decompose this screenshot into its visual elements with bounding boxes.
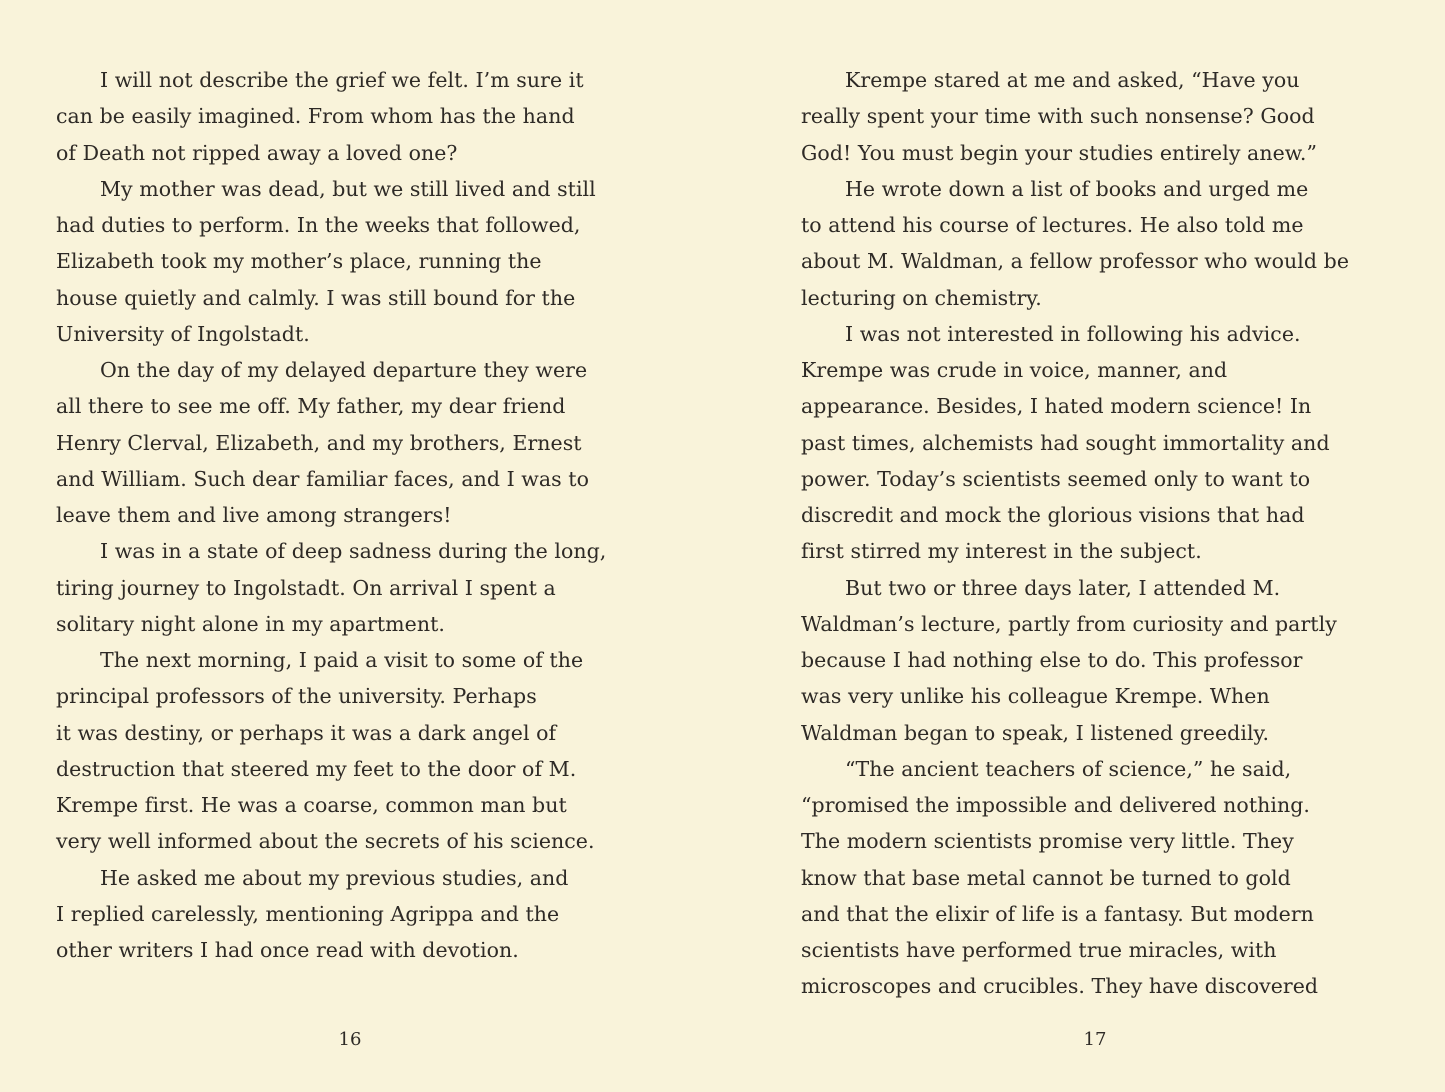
text-line: really spent your time with such nonsense? Good [801,104,1315,129]
left-page [0,62,722,1092]
text-line: principal professors of the university. Perhaps [56,684,537,709]
text-line: The modern scientists promise very little. They [801,829,1294,854]
text-line: Krempe first. He was a coarse, common man but [56,793,567,817]
text-line: Elizabeth took my mother’s place, running the [56,249,542,274]
text-line: house quietly and calmly. I was still bound for the [56,285,576,310]
page-number: 16 [338,1029,362,1050]
text-line: lecturing on chemistry. [801,285,1042,310]
text-line: leave them and live among strangers! [56,503,452,527]
text-line: had duties to perform. In the weeks that followed, [56,213,581,237]
text-line: Waldman’s lecture, partly from curiosity and partly [801,611,1337,636]
text-line: it was destiny, or perhaps it was a dark angel of [56,720,557,745]
text-line: He asked me about my previous studies, and [100,865,569,890]
text-line: God! You must begin your studies entirely anew.” [801,140,1318,165]
text-line: I was not interested in following his advice. [845,321,1301,346]
left-page-text [56,62,656,968]
text-line: “The ancient teachers of science,” he said, [845,756,1292,781]
text-line: power. Today’s scientists seemed only to want to [801,466,1311,491]
text-line: University of Ingolstadt. [56,321,310,346]
text-line: discredit and mock the glorious visions that had [801,503,1305,527]
right-page-text [801,62,1401,1005]
text-line: On the day of my delayed departure they were [100,358,588,382]
text-line: first stirred my interest in the subject. [801,539,1202,564]
text-line: to attend his course of lectures. He also told me [801,213,1304,237]
text-line: microscopes and crucibles. They have discovered [801,974,1319,999]
text-line: because I had nothing else to do. This professor [801,648,1303,672]
text-line: scientists have performed true miracles, with [801,938,1277,962]
text-line: solitary night alone in my apartment. [56,611,445,636]
text-line: Waldman began to speak, I listened greedily. [801,720,1270,745]
text-line: Henry Clerval, Elizabeth, and my brothers, Ernest [56,430,582,455]
text-line: Krempe stared at me and asked, “Have you [845,68,1300,92]
text-line: But two or three days later, I attended M. [845,575,1281,600]
text-line: can be easily imagined. From whom has the hand [56,104,575,129]
text-line: destruction that steered my feet to the door of M. [56,756,577,781]
text-line: very well informed about the secrets of his science. [56,829,595,854]
text-line: past times, alchemists had sought immortality and [801,430,1330,455]
text-line: He wrote down a list of books and urged me [845,176,1309,201]
text-line: tiring journey to Ingolstadt. On arrival I spent a [56,575,556,600]
text-line: My mother was dead, but we still lived and still [100,176,596,201]
text-line: and William. Such dear familiar faces, and I was to [56,466,589,491]
text-line: appearance. Besides, I hated modern science! In [801,394,1312,419]
text-line: and that the elixir of life is a fantasy. But modern [801,901,1314,926]
text-line: about M. Waldman, a fellow professor who would be [801,249,1350,274]
right-page [722,62,1445,1092]
text-line: The next morning, I paid a visit to some of the [100,648,584,672]
text-line: know that base metal cannot be turned to gold [801,865,1291,890]
text-line: “promised the impossible and delivered nothing. [801,793,1310,817]
text-line: was very unlike his colleague Krempe. When [801,684,1270,709]
text-line: Krempe was crude in voice, manner, and [801,358,1228,382]
text-line: I will not describe the grief we felt. I’m sure it [100,68,584,92]
text-line: I was in a state of deep sadness during the long, [100,539,607,564]
text-line: all there to see me off. My father, my dear friend [56,394,566,419]
text-line: of Death not ripped away a loved one? [56,140,458,165]
page-number: 17 [1083,1029,1107,1050]
text-line: other writers I had once read with devotion. [56,938,519,962]
text-line: I replied carelessly, mentioning Agrippa and the [56,901,560,926]
